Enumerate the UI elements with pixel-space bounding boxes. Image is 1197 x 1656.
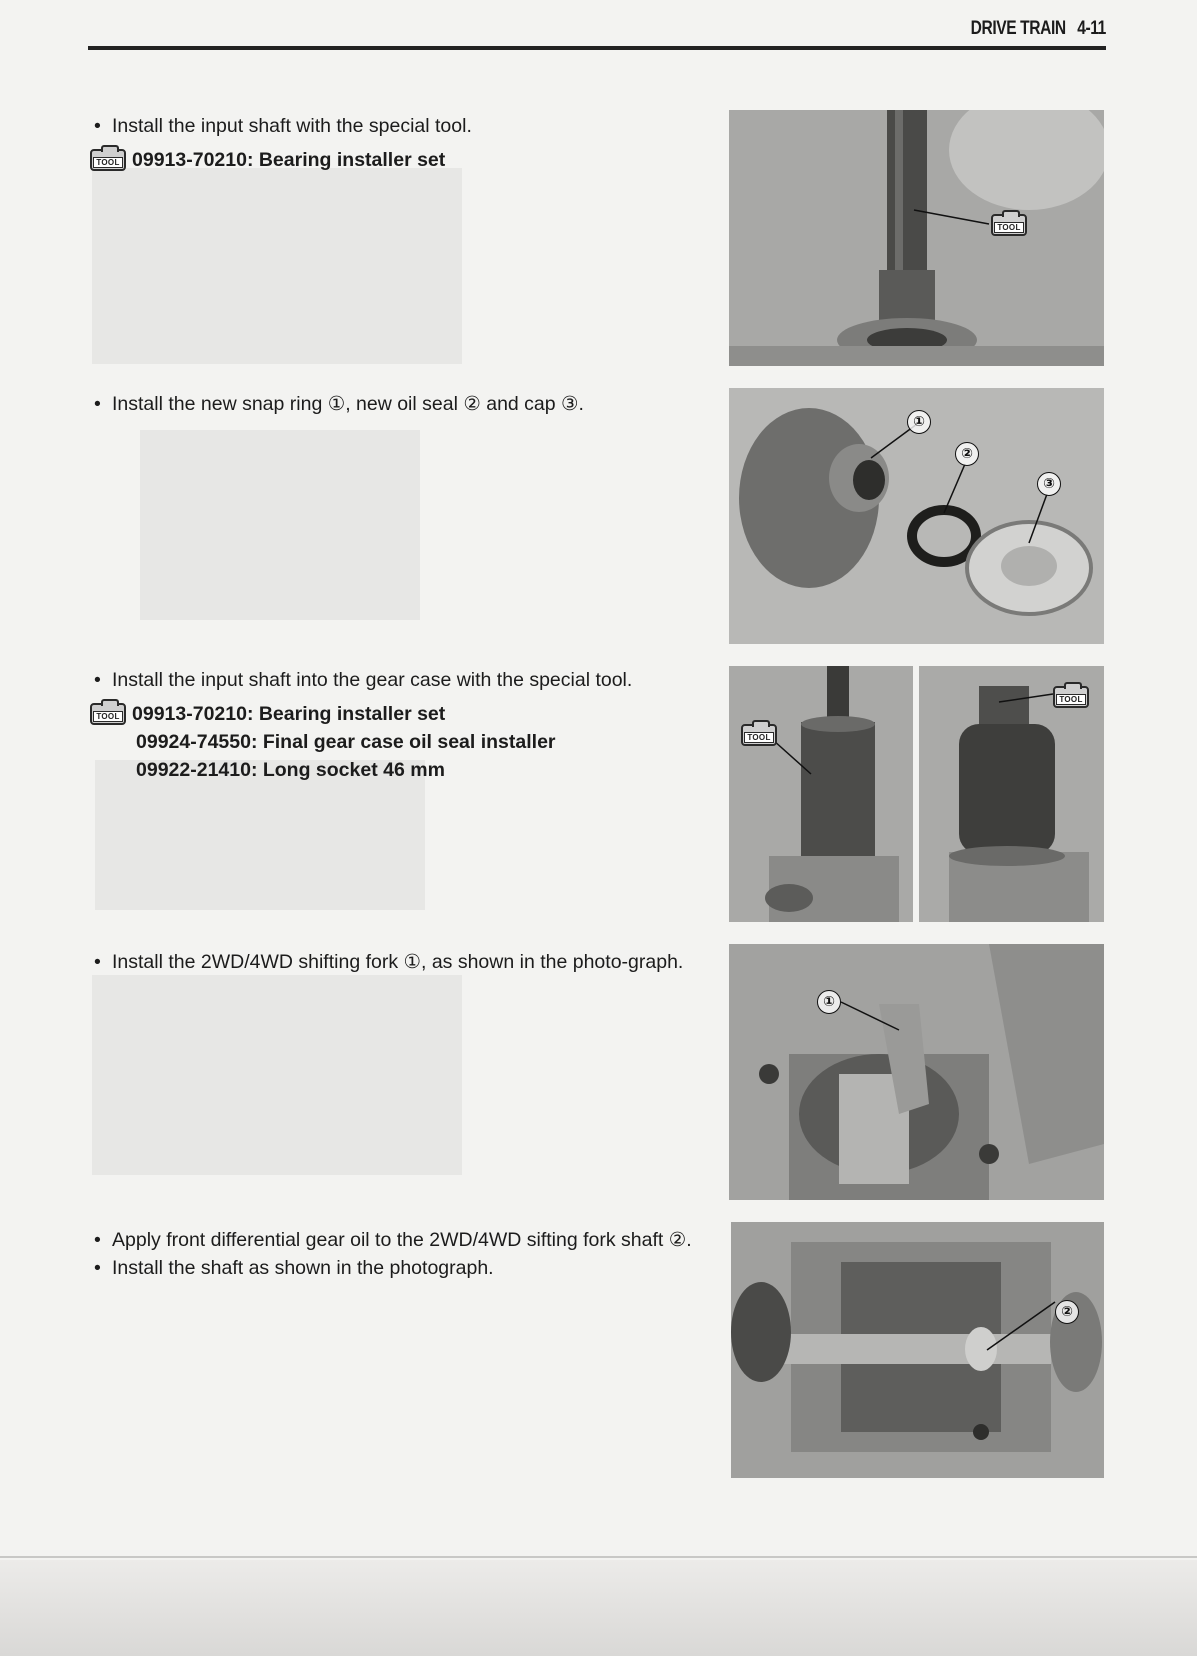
header-text xyxy=(971,18,1106,40)
scan-edge-shadow xyxy=(0,1560,1197,1656)
page-number: 4-11 xyxy=(1077,18,1106,39)
instruction-block-1 xyxy=(90,112,710,174)
photo-illustration xyxy=(729,110,1104,366)
instruction-block-2 xyxy=(90,390,710,418)
footer-rule xyxy=(0,1556,1197,1558)
bleed-through-mark xyxy=(140,430,420,620)
tool-spec: 09924-74550: Final gear case oil seal installer xyxy=(136,731,556,753)
tool-line xyxy=(90,700,710,728)
instruction-block-3 xyxy=(90,666,710,784)
tool-icon: TOOL xyxy=(991,214,1027,236)
photo-input-shaft-install xyxy=(729,110,1104,366)
callout-marker: ① xyxy=(817,990,841,1014)
instruction-bullet: • Install the input shaft into the gear case with the special tool. xyxy=(90,666,710,694)
photo-input-shaft-gear-case-b xyxy=(919,666,1104,922)
photo-shifting-fork xyxy=(729,944,1104,1200)
instruction-block-5 xyxy=(90,1226,698,1282)
instruction-bullet: • Install the 2WD/4WD shifting fork ①, as shown in the photo-graph. xyxy=(90,948,690,976)
tool-icon: TOOL xyxy=(741,724,777,746)
bleed-through-mark xyxy=(92,168,462,364)
instruction-bullet: • Install the shaft as shown in the photograph. xyxy=(90,1254,698,1282)
instruction-bullet: • Apply front differential gear oil to the 2WD/4WD sifting fork shaft ②. xyxy=(90,1226,698,1254)
page-header xyxy=(88,14,1106,50)
instruction-bullet: • Install the input shaft with the special tool. xyxy=(90,112,710,140)
instruction-block-4 xyxy=(90,948,690,976)
callout-marker: ② xyxy=(955,442,979,466)
callout-marker: ① xyxy=(907,410,931,434)
tool-spec: 09922-21410: Long socket 46 mm xyxy=(136,759,445,781)
tool-icon: TOOL xyxy=(90,149,126,171)
tool-line xyxy=(90,146,710,174)
photo-snap-ring-oil-seal-cap xyxy=(729,388,1104,644)
callout-marker: ② xyxy=(1055,1300,1079,1324)
tool-icon: TOOL xyxy=(90,703,126,725)
photo-shift-fork-shaft xyxy=(731,1222,1104,1478)
photo-illustration xyxy=(729,944,1104,1200)
photo-illustration xyxy=(729,666,913,922)
instruction-bullet: • Install the new snap ring ①, new oil seal ② and cap ③. xyxy=(90,390,710,418)
callout-marker: ③ xyxy=(1037,472,1061,496)
tool-spec: 09913-70210: Bearing installer set xyxy=(132,149,446,171)
photo-illustration xyxy=(731,1222,1104,1478)
section-title: DRIVE TRAIN xyxy=(970,18,1066,39)
tool-icon: TOOL xyxy=(1053,686,1089,708)
photo-input-shaft-gear-case-a xyxy=(729,666,913,922)
bleed-through-mark xyxy=(92,975,462,1175)
tool-spec: 09913-70210: Bearing installer set xyxy=(132,703,446,725)
